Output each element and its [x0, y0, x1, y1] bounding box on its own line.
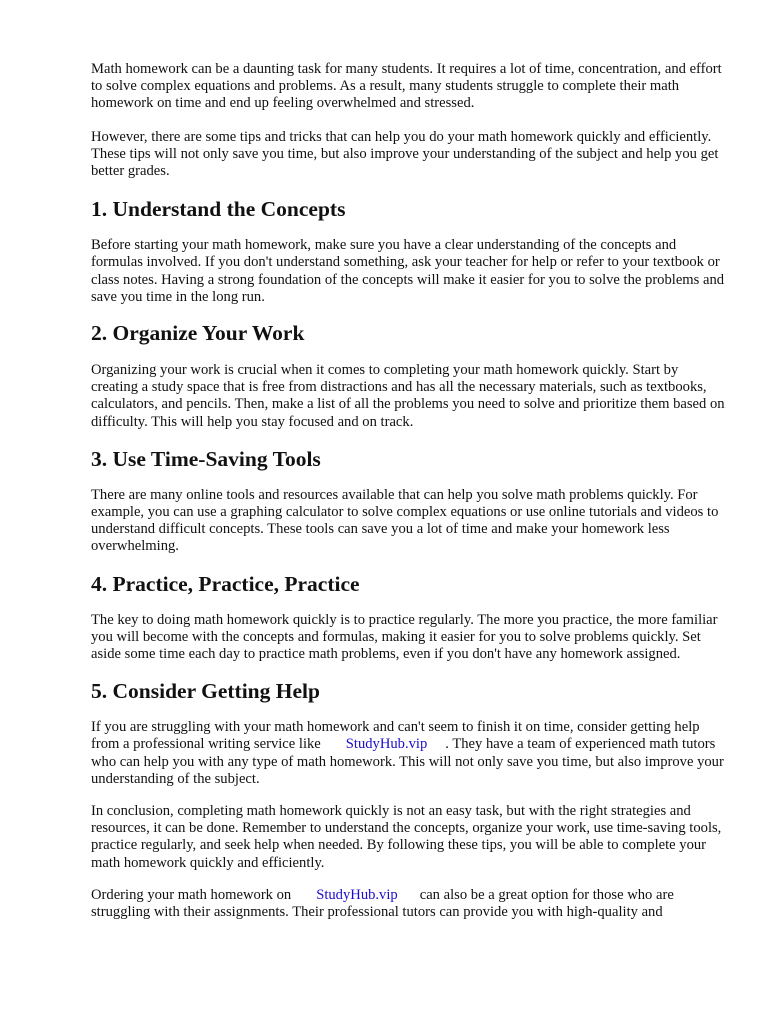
section-body-practice: The key to doing math homework quickly is to practice regularly. The more you practice, the more familiar you will become with the concepts and formulas, making it easier for you to solve problems quickly. Set aside some time each day to practice math problems, even if you don't have any homework assigned. — [91, 611, 718, 663]
section-heading-understand-concepts: 1. Understand the Concepts — [91, 197, 346, 222]
document-page — [91, 61, 727, 921]
section-body-understand-concepts: Before starting your math homework, make sure you have a clear understanding of the concepts and formulas involved. If you don't understand something, ask your teacher for help or refer to your textbook or class notes. Having a strong foundation of the concepts will make it easier for you to solve the problems and save you time in the long run. — [91, 237, 725, 305]
studyhub-link-2[interactable]: StudyHub.vip — [316, 886, 398, 903]
intro-paragraph-1: Math homework can be a daunting task for many students. It requires a lot of time, concentration, and effort to solve complex equations and problems. As a result, many students struggle to complete their math homework on time and end up feeling overwhelmed and stressed. — [91, 61, 722, 112]
ordering-text-before: Ordering your math homework on — [91, 886, 292, 903]
ordering-paragraph — [91, 887, 727, 921]
section-body-getting-help — [91, 719, 727, 788]
getting-help-text-after: . They have a team of experienced math tutors who can help you with any type of math homework. This will not only save you time, but also improve your understanding of the subject. — [91, 736, 724, 787]
section-heading-time-saving-tools: 3. Use Time-Saving Tools — [91, 446, 321, 471]
studyhub-link[interactable]: StudyHub.vip — [345, 736, 428, 753]
getting-help-text-before: If you are struggling with your math homework and can't seem to finish it on time, consider getting help from a professional writing service like — [91, 719, 700, 753]
section-body-time-saving-tools: There are many online tools and resources available that can help you solve math problems quickly. For example, you can use a graphing calculator to solve complex equations or use online tutorials and videos to understand difficult concepts. These tools can save you a lot of time and make your homework less overwhelming. — [91, 486, 719, 555]
intro-paragraph-2: However, there are some tips and tricks that can help you do your math homework quickly and efficiently. These tips will not only save you time, but also improve your understanding of the subject and help you get better grades. — [91, 128, 719, 180]
section-body-organize-work: Organizing your work is crucial when it comes to completing your math homework quickly. Start by creating a study space that is free from distractions and has all the necessary materials, such as textbooks, calculators, and pencils. Then, make a list of all the problems you need to solve and prioritize them based on difficulty. This will help you stay focused and on track. — [91, 362, 725, 430]
conclusion-paragraph: In conclusion, completing math homework quickly is not an easy task, but with the right strategies and resources, it can be done. Remember to understand the concepts, organize your work, use time-saving tools, practice regularly, and seek help when needed. By following these tips, you will be able to complete your math homework quickly and efficiently. — [91, 803, 722, 871]
section-heading-practice: 4. Practice, Practice, Practice — [91, 571, 360, 596]
section-heading-getting-help: 5. Consider Getting Help — [91, 679, 320, 704]
ordering-text-after: can also be a great option for those who are struggling with their assignments. Their professional tutors can provide you with high-quality and — [91, 886, 674, 921]
section-heading-organize-work: 2. Organize Your Work — [91, 321, 305, 346]
